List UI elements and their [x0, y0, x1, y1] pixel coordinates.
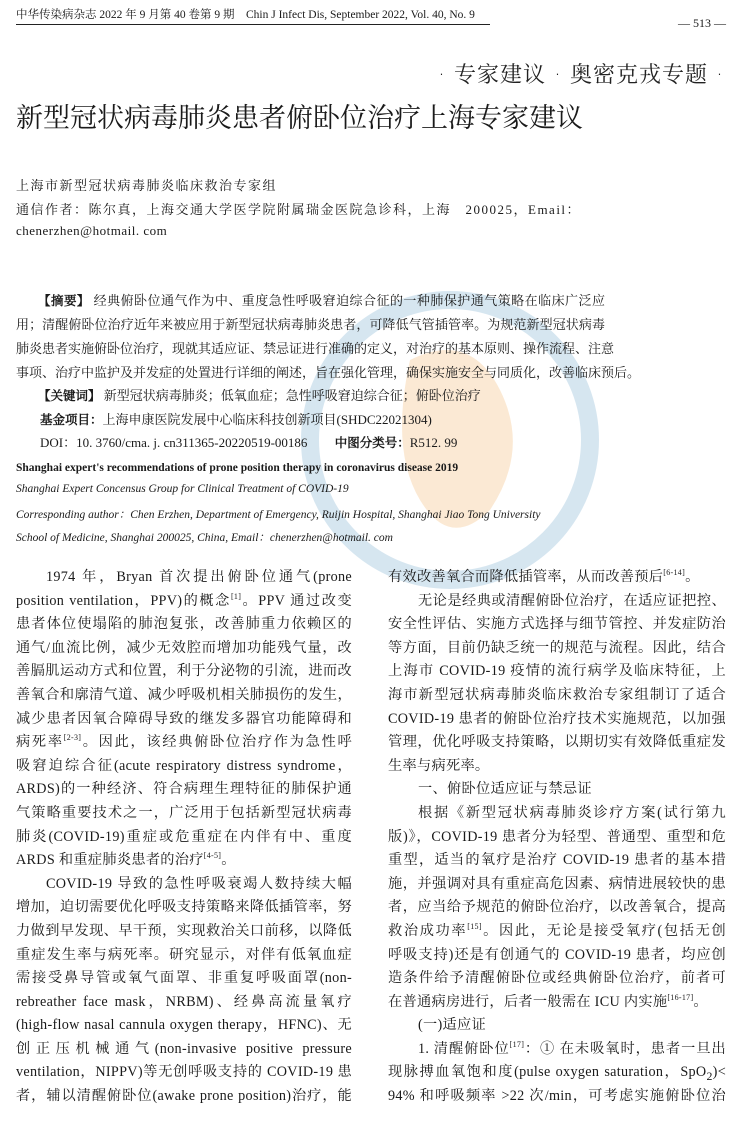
body-line [388, 896, 726, 920]
text-run: 力做到早发现、早干预，实现救治关口前移，以降低 [16, 922, 352, 939]
body-line [16, 1014, 352, 1038]
body-line [388, 944, 726, 968]
text-run: 有效改善氧合而降低插管率，从而改善预后 [388, 569, 664, 585]
abstract-line: 事项、治疗中监护及并发症的处置进行详细的阐述，旨在强化管理，确保实施安全与同质化，改善临床预后。 [16, 365, 641, 380]
citation: [6-14] [663, 568, 686, 577]
citation: [15] [467, 921, 482, 931]
body-line [388, 1085, 726, 1109]
body-line [16, 590, 352, 614]
citation: [4-5] [203, 851, 222, 861]
text-run: 等方面，目前仍缺乏统一的规范与流程。因此，结合 [388, 639, 726, 656]
body-line [16, 896, 352, 920]
body-line [16, 731, 352, 755]
body-line [16, 637, 352, 661]
body-line [16, 802, 352, 826]
doi-line [16, 432, 629, 451]
body-line [388, 1038, 726, 1062]
author-email: chenerzhen@hotmail. com [16, 223, 168, 238]
text-run: 管理，优化呼吸支持策略，以期切实有效降低重症发 [388, 734, 726, 751]
text-run: COVID-19 导致的急性呼吸衰竭人数持续大幅 [46, 875, 352, 892]
body-line [388, 778, 726, 802]
text-run: 增加，迫切需要优化呼吸支持策略来降低插管率，努 [16, 899, 352, 916]
doi: DOI：10. 3760/cma. j. cn311365-20220519-00186 [40, 435, 308, 450]
text-run: 造条件给予清醒俯卧位或经典俯卧位治疗，前者可 [388, 970, 726, 987]
text-run: ：① 在未吸氧时，患者一旦出 [524, 1040, 726, 1057]
text-run: 版)》，COVID-19 患者分为轻型、普通型、重型和危 [388, 828, 726, 845]
body-line [16, 849, 352, 873]
text-run: 肺炎(COVID-19)重症或危重症在内伴有中、重度 [16, 828, 352, 845]
text-run: )< [712, 1064, 726, 1081]
body-line [388, 613, 726, 637]
body-line [388, 967, 726, 991]
body-line [16, 1085, 352, 1109]
text-run: 根据《新型冠状病毒肺炎诊疗方案(试行第九 [418, 804, 726, 821]
text-run: 减少患者因氧合障碍导致的继发多器官功能障碍和 [16, 710, 352, 727]
text-run: 1974 年，Bryan 首次提出俯卧位通气(prone [46, 569, 352, 585]
body-line [388, 731, 726, 755]
body-line [388, 566, 726, 590]
body-line [16, 708, 352, 732]
text-run: 。因此，无论是接受氧疗(包括无创 [481, 922, 726, 939]
body-line [388, 991, 726, 1015]
text-run: 安全性评估、实施方式选择与细节管控、并发症防治 [388, 616, 726, 633]
article-title: 新型冠状病毒肺炎患者俯卧位治疗上海专家建议 [16, 103, 583, 134]
body-line [388, 826, 726, 850]
text-run: 现脉搏血氧饱和度(pulse oxygen saturation，SpO [388, 1064, 707, 1081]
text-run: 创正压机械通气(non-invasive positive pressure [16, 1040, 352, 1057]
text-run: position ventilation，PPV)的概念 [16, 592, 231, 609]
keywords-label: 【关键词】 [38, 388, 101, 403]
body-line [16, 566, 352, 590]
text-run: 在普通病房进行，后者一般需在 ICU 内实施 [388, 993, 668, 1010]
text-run: 施，并强调对具有重症高危因素、病情进展较快的患 [388, 875, 726, 892]
body-line [16, 660, 352, 684]
body-column-right [388, 566, 726, 1109]
english-title: Shanghai expert's recommendations of prone position therapy in coronavirus disease 2019 [16, 462, 459, 474]
running-header: 中华传染病杂志 2022 年 9 月第 40 卷第 9 期 Chin J Infect Dis, September 2022, Vol. 40, No. 9 [16, 6, 490, 25]
page-number: — 513 — [678, 16, 726, 30]
text-run: 1. 清醒俯卧位 [418, 1040, 510, 1057]
body-line [16, 873, 352, 897]
english-corresponding: Corresponding author：Chen Erzhen, Department of Emergency, Ruijin Hospital, Shanghai Jiao Tong University [16, 509, 541, 521]
keywords: 【关键词】 新型冠状病毒肺炎；低氧血症；急性呼吸窘迫综合征；俯卧位治疗 [38, 388, 481, 403]
text-run: 生率与病死率。 [388, 757, 490, 774]
text-run: rebreather face mask，NRBM)、经鼻高流量氧疗 [16, 993, 352, 1010]
text-run: 患者体位使塌陷的肺泡复张，改善肺重力依赖区的 [16, 616, 352, 633]
body-line [388, 1061, 726, 1085]
text-run: 。 [685, 569, 700, 585]
corresponding-author: 通信作者：陈尔真，上海交通大学医学院附属瑞金医院急诊科，上海 200025，Email： [16, 202, 582, 217]
clc-label: 中图分类号： [334, 435, 410, 450]
text-run: ARDS 和重症肺炎患者的治疗 [16, 852, 204, 869]
text-run: 。 [221, 852, 236, 869]
body-line [388, 660, 726, 684]
citation: [1] [230, 591, 242, 601]
subscript: 2 [706, 1069, 713, 1084]
body-line [388, 708, 726, 732]
body-line [16, 1038, 352, 1062]
abstract-line: 肺炎患者实施俯卧位治疗，现就其适应证、禁忌证进行准确的定义，对治疗的基本原则、操作流程、注意 [16, 341, 615, 356]
body-line [388, 684, 726, 708]
text-run: 。 [693, 993, 708, 1010]
text-run: 善膈肌运动方式和位置，利于分泌物的引流，进而改 [16, 663, 352, 680]
text-run: 无论是经典或清醒俯卧位治疗，在适应证把控、 [418, 592, 726, 609]
section-tag: · 专家建议 · 奥密克戎专题 · [438, 63, 724, 88]
text-run: 气策略重要技术之一，广泛用于包括新型冠状病毒 [16, 804, 352, 821]
body-line [388, 1014, 726, 1038]
body-line [16, 684, 352, 708]
text-run: 一、俯卧位适应证与禁忌证 [418, 781, 592, 798]
abstract-label: 【摘要】 [38, 293, 90, 308]
body-line [388, 873, 726, 897]
text-run: 者，应当给予规范的俯卧位治疗，以改善氧合，提高 [388, 899, 726, 916]
body-line [388, 755, 726, 779]
author-group: 上海市新型冠状病毒肺炎临床救治专家组 [16, 178, 278, 193]
clc: R512. 99 [409, 435, 458, 450]
body-line [16, 967, 352, 991]
text-run: 吸窘迫综合征(acute respiratory distress syndrome， [16, 757, 352, 774]
english-group: Shanghai Expert Concensus Group for Clinical Treatment of COVID-19 [16, 483, 349, 495]
body-column-left [16, 566, 352, 1109]
text-run: (high-flow nasal cannula oxygen therapy，HFNC)、无 [16, 1017, 352, 1034]
body-line [16, 613, 352, 637]
body-line [16, 826, 352, 850]
body-line [16, 944, 352, 968]
citation: [16-17] [667, 992, 694, 1002]
body-line [388, 802, 726, 826]
citation: [2-3] [63, 733, 82, 743]
body-line [388, 849, 726, 873]
text-run: 重型，适当的氧疗是治疗 COVID-19 患者的基本措 [388, 852, 726, 869]
text-run: 呼吸支持)还是有创通气的 COVID-19 患者，均应创 [388, 946, 726, 963]
body-line [16, 755, 352, 779]
text-run: 病死率 [16, 734, 64, 751]
body-line [16, 920, 352, 944]
text-run: 善氧合和廓清气道、减少呼吸机相关肺损伤的发生， [16, 686, 352, 703]
text-run: COVID-19 患者的俯卧位治疗技术实施规范，以加强 [388, 710, 726, 727]
abstract-line: 【摘要】 经典俯卧位通气作为中、重度急性呼吸窘迫综合征的一种肺保护通气策略在临床广泛应 [38, 293, 605, 308]
text-run: 者，辅以清醒俯卧位(awake prone position)治疗，能 [16, 1088, 352, 1105]
citation: [17] [509, 1039, 525, 1049]
body-line [388, 590, 726, 614]
body-line [388, 920, 726, 944]
text-run: ARDS)的一种经济、符合病理生理特征的肺保护通 [16, 781, 352, 798]
body-line [16, 991, 352, 1015]
body-line [16, 1061, 352, 1085]
text-run: 。PPV 通过改变 [241, 592, 352, 609]
abstract-line: 用；清醒俯卧位治疗近年来被应用于新型冠状病毒肺炎患者，可降低气管插管率。为规范新型冠状病毒 [16, 317, 605, 332]
text-run: 上海市 COVID-19 疫情的流行病学及临床特征，上 [388, 663, 726, 680]
text-run: 通气/血流比例，减少无效腔而增加功能残气量，改 [16, 639, 352, 656]
text-run: (一)适应证 [418, 1017, 486, 1034]
fund: 基金项目：上海申康医院发展中心临床科技创新项目(SHDC22021304) [40, 412, 432, 427]
body-line [16, 778, 352, 802]
text-run: 。因此，该经典俯卧位治疗作为急性呼 [81, 734, 352, 751]
text-run: 救治成功率 [388, 922, 468, 939]
fund-label: 基金项目： [40, 412, 103, 427]
body-line [388, 637, 726, 661]
text-run: 海市新型冠状病毒肺炎临床救治专家组制订了适合 [388, 686, 726, 703]
english-corresponding-cont: School of Medicine, Shanghai 200025, China, Email：chenerzhen@hotmail. com [16, 532, 393, 544]
text-run: ventilation，NIPPV)等无创呼吸支持的 COVID-19 患 [16, 1064, 352, 1081]
text-run: 重症发生率与病死率。研究显示，对伴有低氧血症 [16, 946, 352, 963]
text-run: 94% 和呼吸频率 >22 次/min，可考虑实施俯卧位治 [388, 1088, 726, 1105]
text-run: 需接受鼻导管或氧气面罩、非重复呼吸面罩(non- [16, 970, 352, 987]
